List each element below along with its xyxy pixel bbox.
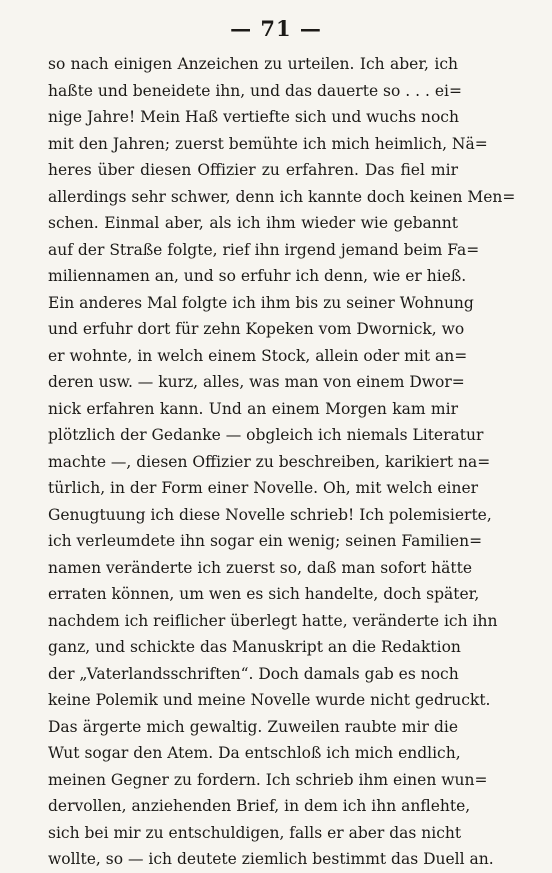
text-line: dervollen, anziehenden Brief, in dem ich ihn anflehte, [48, 797, 471, 815]
text-line: haßte und beneidete ihn, und das dauerte so . . . ei= [48, 81, 462, 100]
body-text [48, 51, 516, 873]
text-line: nachdem ich reiflicher überlegt hatte, veränderte ich ihn [48, 611, 498, 630]
text-line: schen. Einmal aber, als ich ihm wieder wie gebannt [48, 214, 458, 232]
text-line: sich bei mir zu entschuldigen, falls er aber das nicht [48, 823, 462, 842]
text-line: wollte, so — ich deutete ziemlich bestimmt das Duell an. [48, 850, 494, 868]
text-line: Das ärgerte mich gewaltig. Zuweilen raubte mir die [48, 717, 458, 736]
text-line: meinen Gegner zu fordern. Ich schrieb ihm einen wun= [48, 770, 488, 789]
text-line: türlich, in der Form einer Novelle. Oh, mit welch einer [48, 479, 479, 497]
text-line: und erfuhr dort für zehn Kopeken vom Dwornick, wo [48, 320, 465, 338]
text-line: namen veränderte ich zuerst so, daß man sofort hätte [48, 558, 472, 577]
text-line: er wohnte, in welch einem Stock, allein oder mit an= [48, 346, 468, 365]
text-line: ganz, und schickte das Manuskript an die Redaktion [48, 638, 461, 656]
text-line: auf der Straße folgte, rief ihn irgend jemand beim Fa= [48, 240, 480, 259]
text-line: so nach einigen Anzeichen zu urteilen. Ich aber, ich [48, 55, 458, 73]
text-line: nick erfahren kann. Und an einem Morgen kam mir [48, 399, 458, 418]
text-line: plötzlich der Gedanke — obgleich ich niemals Literatur [48, 426, 484, 444]
text-line: keine Polemik und meine Novelle wurde nicht gedruckt. [48, 691, 491, 709]
text-line: der „Vaterlandsschriften“. Doch damals gab es noch [48, 664, 459, 683]
page-number-header: — 71 — [230, 16, 322, 41]
text-line: nige Jahre! Mein Haß vertiefte sich und wuchs noch [48, 108, 459, 126]
text-line: miliennamen an, und so erfuhr ich denn, wie er hieß. [48, 267, 467, 285]
text-line: Genugtuung ich diese Novelle schrieb! Ich polemisierte, [48, 505, 492, 524]
text-line: erraten können, um wen es sich handelte, doch später, [48, 585, 480, 603]
text-line: machte —, diesen Offizier zu beschreiben, karikiert na= [48, 452, 491, 471]
text-line: heres über diesen Offizier zu erfahren. Das fiel mir [48, 161, 458, 179]
text-line: deren usw. — kurz, alles, was man von einem Dwor= [48, 373, 465, 391]
text-line: Ein anderes Mal folgte ich ihm bis zu seiner Wohnung [48, 293, 474, 312]
text-line: allerdings sehr schwer, denn ich kannte doch keinen Men= [48, 187, 516, 206]
text-line: Wut sogar den Atem. Da entschloß ich mich endlich, [48, 744, 461, 762]
text-line: ich verleumdete ihn sogar ein wenig; seinen Familien= [48, 532, 483, 550]
text-line: mit den Jahren; zuerst bemühte ich mich heimlich, Nä= [48, 134, 488, 153]
